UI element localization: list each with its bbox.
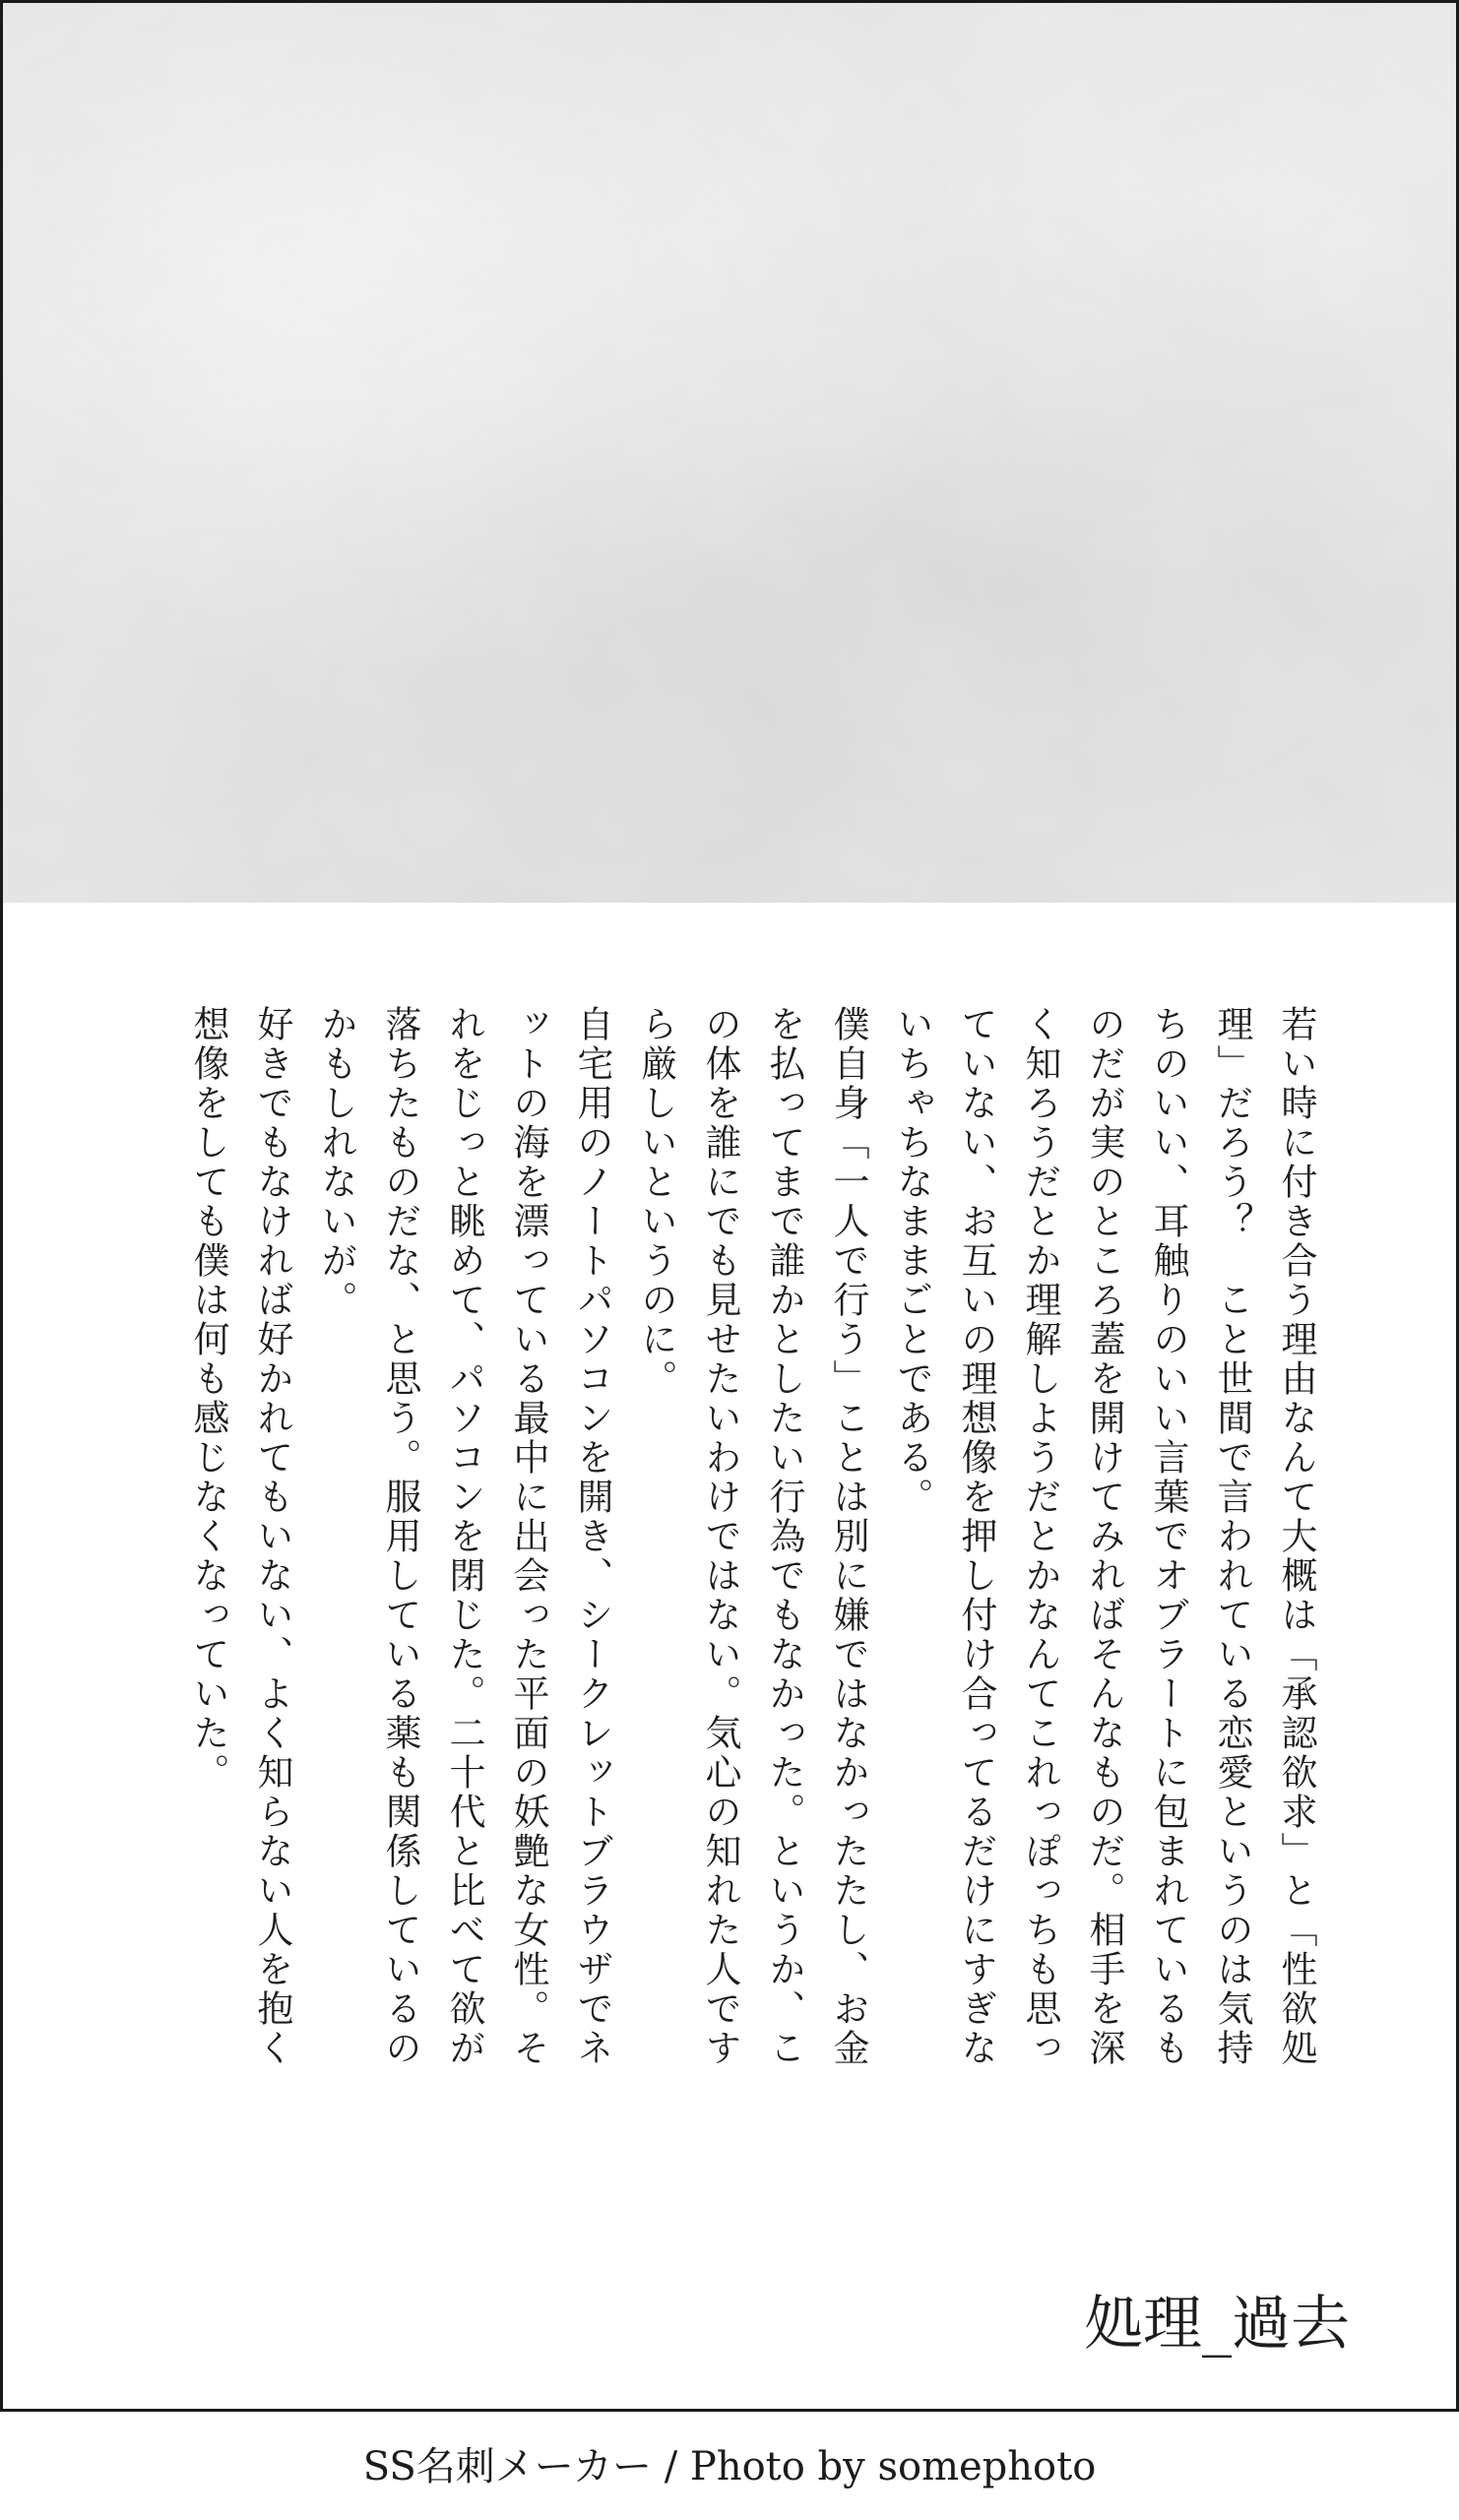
story-text: [176, 1005, 1328, 2068]
paragraph: 自宅用のノートパソコンを開き、シークレットブラウザでネットの海を漂っている最中に出会った平面の妖艶な女性。それをじっと眺めて、パソコンを閉じた。二十代と比べて欲が落ちたものだな、と思う。服用している薬も関係しているのかもしれないが。: [315, 1005, 613, 2068]
story-title: 処理_過去: [1084, 2290, 1350, 2359]
paragraph: 僕自身「一人で行う」ことは別に嫌ではなかったたし、お金を払ってまで誰かとしたい行為でもなかった。というか、この体を誰にでも見せたいわけではない。気心の知れた人ですら厳しいというのに。: [635, 1005, 869, 2068]
paragraph: 好きでもなければ好かれてもいない、よく知らない人を抱く想像をしても僕は何も感じなくなっていた。: [187, 1005, 293, 2068]
paragraph: 若い時に付き合う理由なんて大概は「承認欲求」と「性欲処理」だろう？ こと世間で言われている恋愛というのは気持ちのいい、耳触りのいい言葉でオブラートに包まれているものだが実のところ蓋を開けてみればそんなものだ。相手を深く知ろうだとか理解しようだとかなんてこれっぽっちも思っていない、お互いの理想像を押し付け合ってるだけにすぎないちゃちなままごとである。: [891, 1005, 1317, 2068]
header-photo: [3, 3, 1456, 903]
paper-texture: [3, 3, 1456, 903]
credit-line: SS名刺メーカー / Photo by somephoto: [362, 2444, 1097, 2489]
